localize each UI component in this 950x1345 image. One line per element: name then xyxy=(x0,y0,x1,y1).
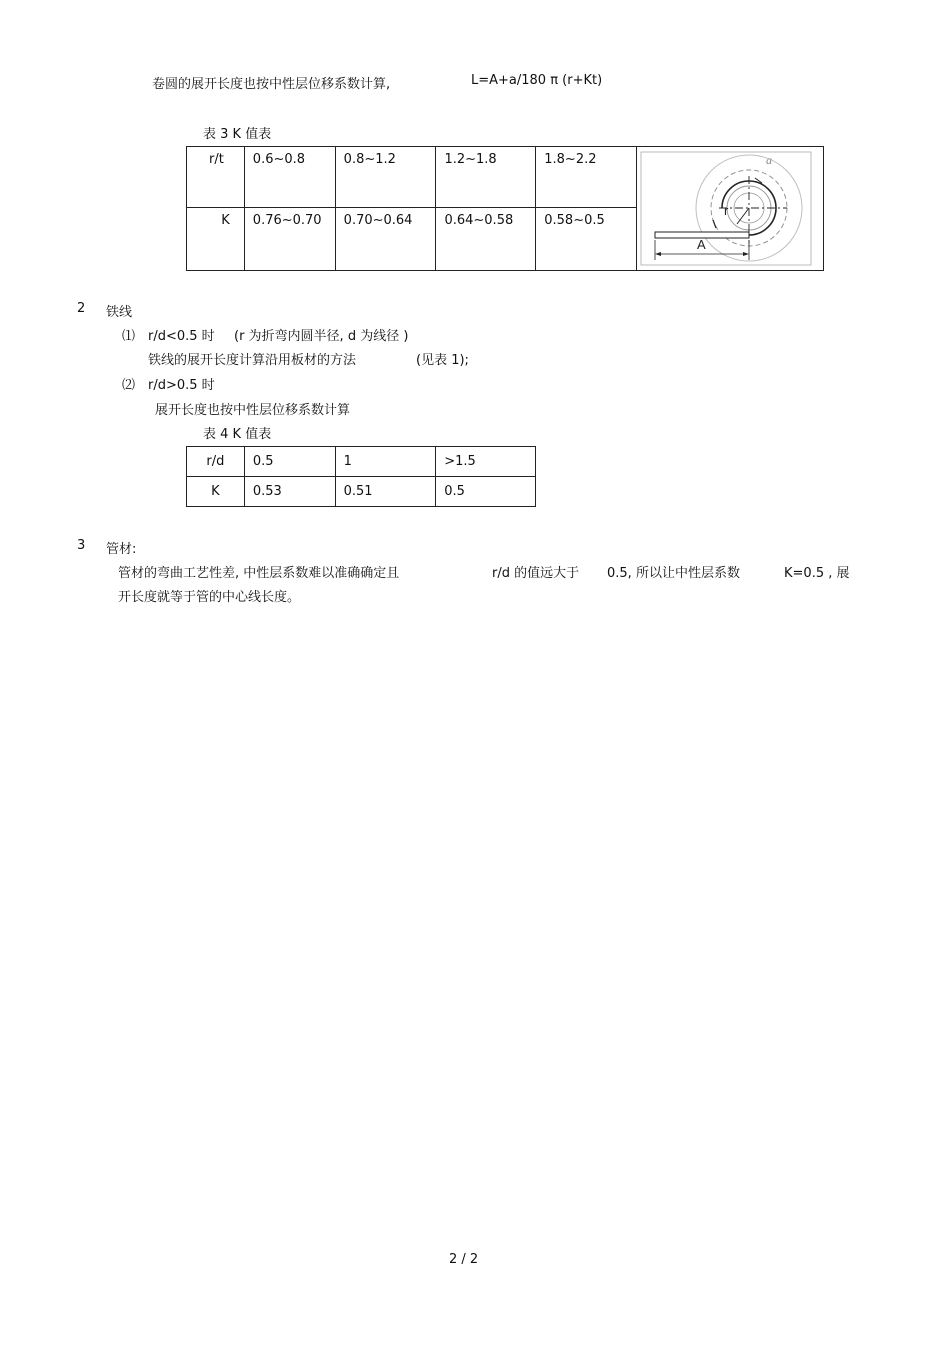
table3-cell: 0.70~0.64 xyxy=(335,208,436,271)
table4 xyxy=(186,446,536,507)
section3-line2: 开长度就等于管的中心线长度。 xyxy=(118,590,301,605)
table3-row-rt xyxy=(187,147,824,208)
section3-line1-part3: 0.5, 所以让中性层系数 xyxy=(607,566,740,581)
table3-cell: 0.8~1.2 xyxy=(335,147,436,208)
bend-diagram xyxy=(637,148,822,270)
item1-note: (r 为折弯内圆半径, d 为线径 ) xyxy=(234,329,409,344)
section3-title: 管材: xyxy=(106,542,137,557)
table3-header-k: K xyxy=(187,208,245,271)
table4-cell: 0.51 xyxy=(335,477,436,507)
angle-arrow-left xyxy=(713,220,716,228)
dim-arrow-right xyxy=(743,252,749,256)
page-number: 2 / 2 xyxy=(449,1252,479,1267)
table4-cell: 0.53 xyxy=(244,477,335,507)
table3-cell: 1.8~2.2 xyxy=(536,147,637,208)
intro-formula: L=A+a/180 π (r+Kt) xyxy=(471,73,603,88)
item1-condition: r/d<0.5 时 xyxy=(148,329,215,344)
item2-condition: r/d>0.5 时 xyxy=(148,378,215,393)
item1-marker: ⑴ xyxy=(122,329,136,344)
dim-arrow-left xyxy=(655,252,661,256)
table4-cell: >1.5 xyxy=(436,447,536,477)
item1-reference: (见表 1); xyxy=(416,353,469,368)
table3-cell: 0.64~0.58 xyxy=(436,208,536,271)
table4-caption: 表 4 K 值表 xyxy=(203,427,272,442)
item1-description: 铁线的展开长度计算沿用板材的方法 xyxy=(148,353,357,368)
table4-cell: 1 xyxy=(335,447,436,477)
section3-line1-part4: K=0.5 , 展 xyxy=(784,566,850,581)
table3-header-rt: r/t xyxy=(187,147,245,208)
item2-description: 展开长度也按中性层位移系数计算 xyxy=(155,403,351,418)
table3-cell: 0.6~0.8 xyxy=(244,147,335,208)
table3-cell: 0.76~0.70 xyxy=(244,208,335,271)
table3-caption: 表 3 K 值表 xyxy=(203,127,272,142)
item2-marker: ⑵ xyxy=(122,378,136,393)
table4-header-k: K xyxy=(187,477,245,507)
bend-diagram-cell xyxy=(636,147,823,271)
table4-cell: 0.5 xyxy=(244,447,335,477)
table3 xyxy=(186,146,824,271)
section3-line1-part1: 管材的弯曲工艺性差, 中性层系数难以准确确定且 xyxy=(118,566,400,581)
table4-row-rd xyxy=(187,447,536,477)
label-a: a xyxy=(765,152,772,167)
table4-header-rd: r/d xyxy=(187,447,245,477)
section3-line1-part2: r/d 的值远大于 xyxy=(492,566,580,581)
label-r: r xyxy=(723,202,729,218)
intro-text: 卷圆的展开长度也按中性层位移系数计算, xyxy=(152,77,391,92)
section3-number: 3 xyxy=(77,538,86,553)
table4-row-k xyxy=(187,477,536,507)
section2-title: 铁线 xyxy=(106,305,133,320)
table3-cell: 0.58~0.5 xyxy=(536,208,637,271)
section2-number: 2 xyxy=(77,301,86,316)
label-A: A xyxy=(696,236,706,252)
table4-cell: 0.5 xyxy=(436,477,536,507)
table3-cell: 1.2~1.8 xyxy=(436,147,536,208)
